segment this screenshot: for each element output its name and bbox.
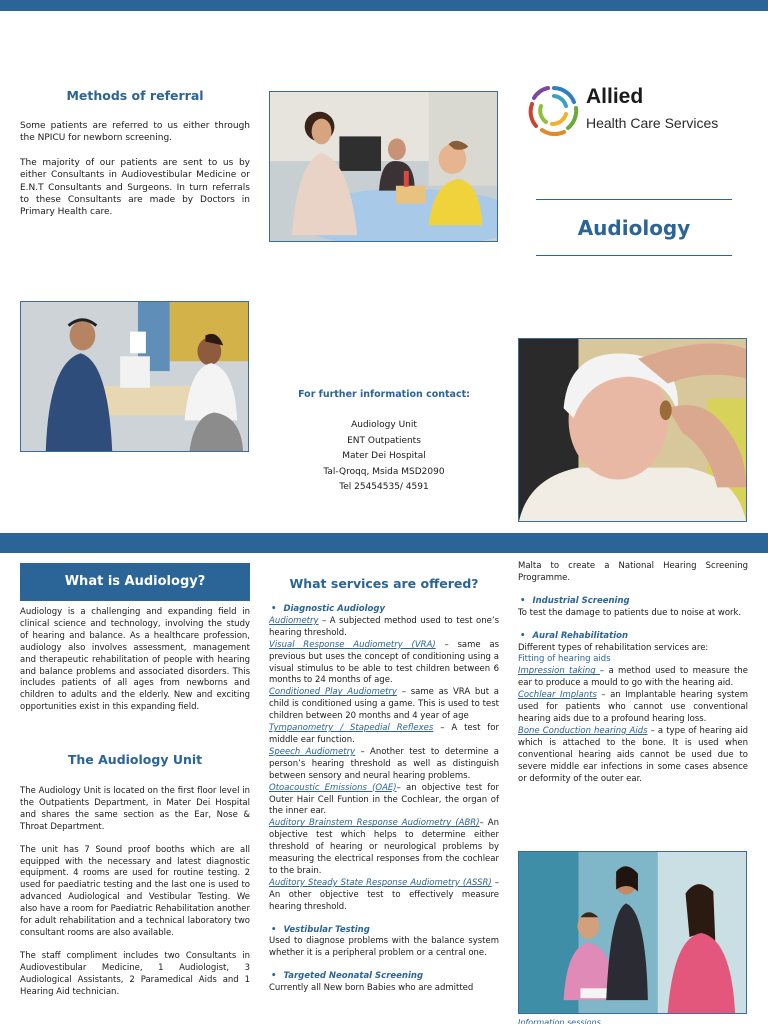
service-term: Impression taking	[518, 666, 600, 677]
vestibular-testing-text: Used to diagnose problems with the balance system whether it is a peripheral problem or a central one.	[269, 936, 499, 959]
service-desc: – Another test to determine a person’s hearing threshold as well as distinguish between sensory and neural hearing problems.	[269, 746, 499, 781]
contact-line: Audiology Unit	[351, 420, 417, 430]
unit-paragraph: The staff compliment includes two Consultants in Audiovestibular Medicine, 1 Audiologist, 3 Audiological Assistants, 2 Paramedical Aids and 1 Hearing Aid technician.	[20, 950, 250, 997]
service-term: Tympanometry / Stapedial Reflexes	[269, 723, 434, 734]
what-is-audiology-heading: What is Audiology?	[20, 563, 250, 601]
adult-hearing-test-photo	[20, 301, 249, 452]
referral-paragraph: The majority of our patients are sent to us by either Consultants in Audiovestibular Medicine or E.N.T Consultants and Surgeons. In turn referrals to these Consultants are made by Doctors in Primary Health care.	[20, 157, 250, 218]
services-title: What services are offered?	[289, 576, 479, 591]
service-term: Auditory Steady State Response Audiometry (ASSR)	[269, 877, 492, 888]
vestibular-testing-heading: • Vestibular Testing	[269, 925, 499, 937]
aural-rehabilitation-heading: • Aural Rehabilitation	[518, 631, 748, 643]
service-desc: – an Implantable hearing system used for patients who cannot use conventional hearing aids due to a profound hearing loss.	[518, 690, 748, 724]
title-rule-bottom	[536, 255, 732, 256]
neonatal-screening-text: Currently all New born Babies who are admitted	[269, 983, 474, 994]
top-band	[0, 0, 768, 11]
service-item-tympanometry	[269, 723, 499, 747]
pinwheel-logo-icon	[526, 82, 582, 138]
allied-health-logo	[526, 82, 756, 142]
service-item-vra	[269, 640, 499, 688]
contact-phone: Tel 25454535/ 4591	[339, 482, 429, 492]
referral-title: Methods of referral	[66, 88, 204, 103]
rehabilitation-session-photo	[518, 851, 747, 1014]
diagnostic-audiology-heading: • Diagnostic Audiology	[269, 604, 499, 616]
unit-paragraph: The unit has 7 Sound proof booths which are all equipped with the necessary and latest diagnostic equipment. 4 rooms are used for routine testing. 2 used for paediatric testing and the last one is used to advanced Audiological and Vestibular Testing. We also have a room for Paediatric Rehabilitation another for adult rehabilitation and a technical laboratory two consultant rooms are also available.	[20, 844, 250, 938]
elderly-patient-hearing-aid-photo	[518, 338, 747, 522]
spacer	[269, 960, 499, 971]
contact-line: Tal-Qroqq, Msida MSD2090	[323, 466, 445, 477]
service-desc: – A test for middle ear function.	[269, 723, 499, 745]
service-item-speech-audiometry	[269, 747, 499, 783]
service-term: Cochlear Implants	[518, 690, 597, 701]
logo-brand: Allied	[586, 85, 644, 108]
audiology-unit-text	[20, 786, 250, 999]
neonatal-screening-heading: • Targeted Neonatal Screening	[269, 971, 499, 983]
services-column-middle	[269, 604, 499, 995]
service-desc: – a type of hearing aid which is attached to the bone. It is used when conventional hearing aids cannot be used due to severe middle ear infections in some cases absence or deformity of the outer ear.	[518, 725, 748, 784]
contact-info	[270, 389, 498, 496]
contact-title: For further information contact:	[298, 389, 470, 400]
service-desc: – same as VRA but a child is conditioned using a game. This is used to test children between 20 months and 4 year of age	[269, 687, 500, 722]
aural-rehabilitation-intro: Different types of rehabilitation services are:	[518, 642, 709, 653]
service-item-impression	[518, 666, 748, 690]
neonatal-screening-continued: Malta to create a National Hearing Screening Programme.	[518, 561, 748, 583]
service-desc: – same as previous but uses the concept of conditioning using a visual stimulus to be able to test children between 6 months to 24 months of age.	[269, 639, 499, 686]
service-desc: – An objective test which helps to determine either threshold of hearing or neurological problems by measuring the electrical responses from the cochlear to the brain.	[269, 818, 500, 876]
title-rule-top	[536, 199, 732, 200]
contact-line: ENT Outpatients	[347, 435, 421, 446]
service-desc: – An other objective test to effectively measure hearing threshold.	[269, 877, 499, 912]
service-item-bone-conduction	[518, 726, 748, 786]
referral-text	[20, 120, 250, 219]
service-item-play-audiometry	[269, 687, 499, 723]
what-is-audiology-text: Audiology is a challenging and expanding field in clinical science and technology, involving the study of hearing and balance. As a healthcare profession, audiology also involves assessment, management and therapeutic rehabilitation of people with hearing and balance problems and associated disorders. This includes patients of all ages from newborns and children to adults and the elderly. New and exciting opportunities exist in this expanding field.	[20, 607, 250, 713]
service-term: Audiometry	[269, 615, 319, 626]
service-item-assr	[269, 878, 499, 914]
service-term: Bone Conduction hearing Aids	[518, 725, 648, 736]
children-hearing-test-photo	[269, 91, 498, 242]
spacer	[518, 620, 748, 631]
service-term: Visual Response Audiometry (VRA)	[269, 639, 436, 650]
service-term: Conditioned Play Audiometry	[269, 687, 397, 698]
service-item-cochlear	[518, 690, 748, 726]
service-term: Otoacoustic Emissions (OAE)	[269, 782, 397, 793]
service-term: Speech Audiometry	[269, 746, 356, 757]
service-desc: – an objective test for Outer Hair Cell Funtion in the Cochlear, the organ of the inner ear.	[269, 782, 499, 817]
industrial-screening-text: To test the damage to patients due to noise at work.	[518, 607, 742, 618]
service-item-oae	[269, 783, 499, 819]
service-desc: – A subjected method used to test one’s hearing threshold.	[269, 615, 499, 638]
spacer	[269, 914, 499, 925]
service-term: Auditory Brainstem Response Audiometry (ABR)	[269, 818, 480, 829]
service-item-audiometry	[269, 616, 499, 640]
services-column-right	[518, 561, 748, 785]
audiology-unit-title: The Audiology Unit	[67, 752, 203, 767]
middle-band	[0, 533, 768, 553]
hearing-aids-subheading: Fitting of hearing aids	[518, 654, 611, 665]
brochure-title: Audiology	[577, 216, 691, 240]
spacer	[518, 585, 748, 596]
industrial-screening-heading: • Industrial Screening	[518, 596, 748, 608]
contact-line: Mater Dei Hospital	[342, 451, 426, 461]
referral-paragraph: Some patients are referred to us either through the NPICU for newborn screening.	[20, 121, 250, 144]
rehab-photo-caption: Information sessions	[518, 1018, 601, 1024]
unit-paragraph: The Audiology Unit is located on the first floor level in the Outpatients Department, in Mater Dei Hospital and shares the same section as the Ear, Nose & Throat Department.	[20, 786, 250, 832]
logo-subtitle: Health Care Services	[586, 115, 719, 131]
service-item-abr	[269, 818, 499, 878]
service-desc: – a method used to measure the ear to produce a mould to go with the hearing aid.	[518, 666, 748, 689]
